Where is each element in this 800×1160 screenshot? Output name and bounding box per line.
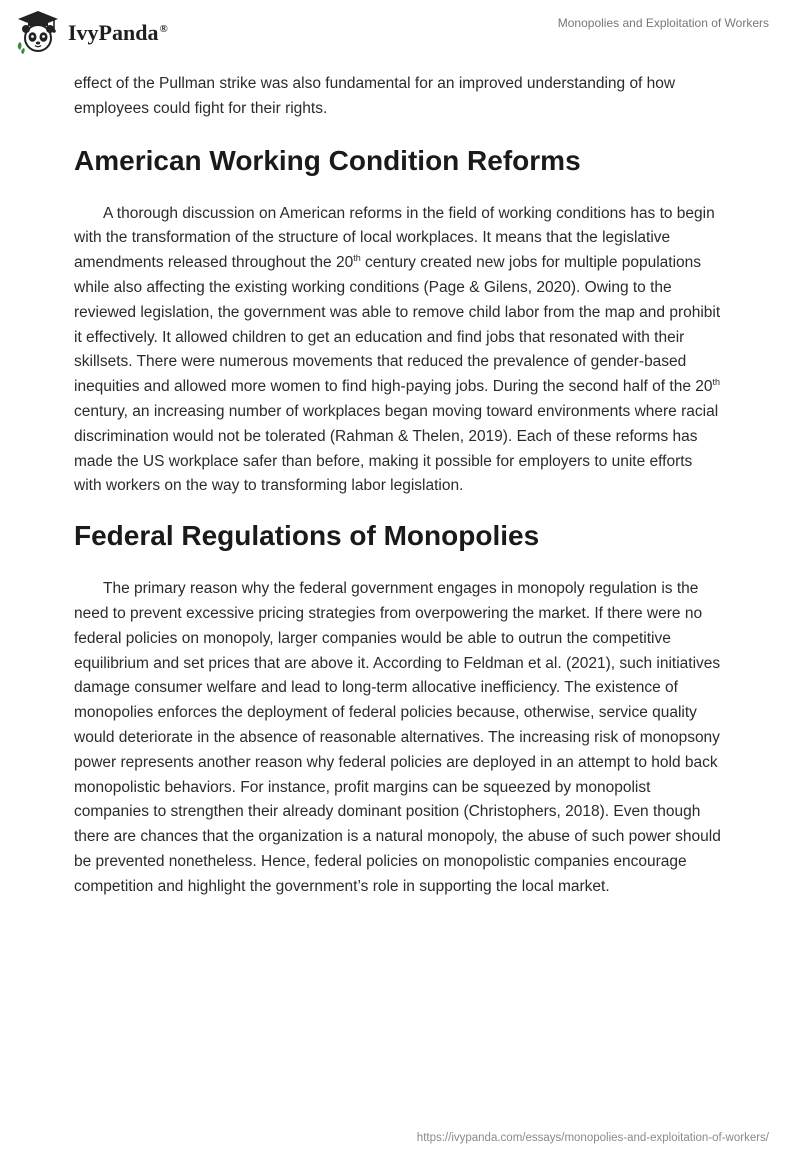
- source-url[interactable]: https://ivypanda.com/essays/monopolies-and-exploitation-of-workers/: [416, 1132, 769, 1144]
- working-condition-reforms-paragraph: [74, 202, 724, 500]
- page-header: [0, 0, 800, 64]
- essay-content: [74, 72, 724, 900]
- ivypanda-logo[interactable]: [14, 8, 168, 56]
- superscript-th: th: [712, 377, 720, 388]
- panda-graduate-icon: [14, 8, 62, 56]
- brand-name: IvyPanda®: [68, 20, 168, 45]
- paragraph-text: A thorough discussion on American reforms in the field of working conditions has to begin with the transformation of the structure of local workplaces. It means that the legislative amendments released throughout the 20: [74, 204, 715, 272]
- registered-mark: ®: [159, 22, 168, 35]
- section-heading-federal-regulations: Federal Regulations of Monopolies: [74, 520, 540, 552]
- paragraph-text: century created new jobs for multiple populations while also affecting the existing working conditions (Page & Gilens, 2020). Owing to the reviewed legislation, the government was able to remove child labor from the map and prohibit it effectively. It allowed children to get an education and find jobs that resonated with their skillsets. There were numerous movements that reduced the prevalence of gender-based inequities and allowed more women to find high-paying jobs. During the second half of the 20: [74, 254, 721, 396]
- section-heading-working-condition-reforms: American Working Condition Reforms: [74, 144, 581, 176]
- superscript-th: th: [353, 253, 361, 264]
- federal-regulations-paragraph: The primary reason why the federal government engages in monopoly regulation is the need to prevent excessive pricing strategies from overpowering the market. If there were no federal policies on monopoly, larger companies would be able to outrun the competitive equilibrium and set prices that are above it. According to Feldman et al. (2021), such initiatives damage consumer welfare and lead to long-term allocative inefficiency. The existence of monopolies enforces the deployment of federal policies because, otherwise, service quality would deteriorate in the absence of reasonable alternatives. The increasing risk of monopsony power represents another reason why federal policies are deployed in an attempt to hold back monopolistic behaviors. For instance, profit margins can be squeezed by monopolist companies to strengthen their already dominant position (Christophers, 2018). Even though there are chances that the organization is a natural monopoly, the abuse of such power should be prevented nonetheless. Hence, federal policies on monopolistic companies encourage competition and highlight the government’s role in supporting the local market.: [74, 580, 721, 895]
- paragraph-text: century, an increasing number of workplaces began moving toward environments where racial discrimination would not be tolerated (Rahman & Thelen, 2019). Each of these reforms has made the US workplace safer than before, making it possible for employers to unite efforts with workers on the way to transforming labor legislation.: [74, 402, 719, 495]
- document-title: Monopolies and Exploitation of Workers: [557, 16, 769, 30]
- intro-paragraph: effect of the Pullman strike was also fundamental for an improved understanding of how employees could fight for their rights.: [74, 75, 676, 117]
